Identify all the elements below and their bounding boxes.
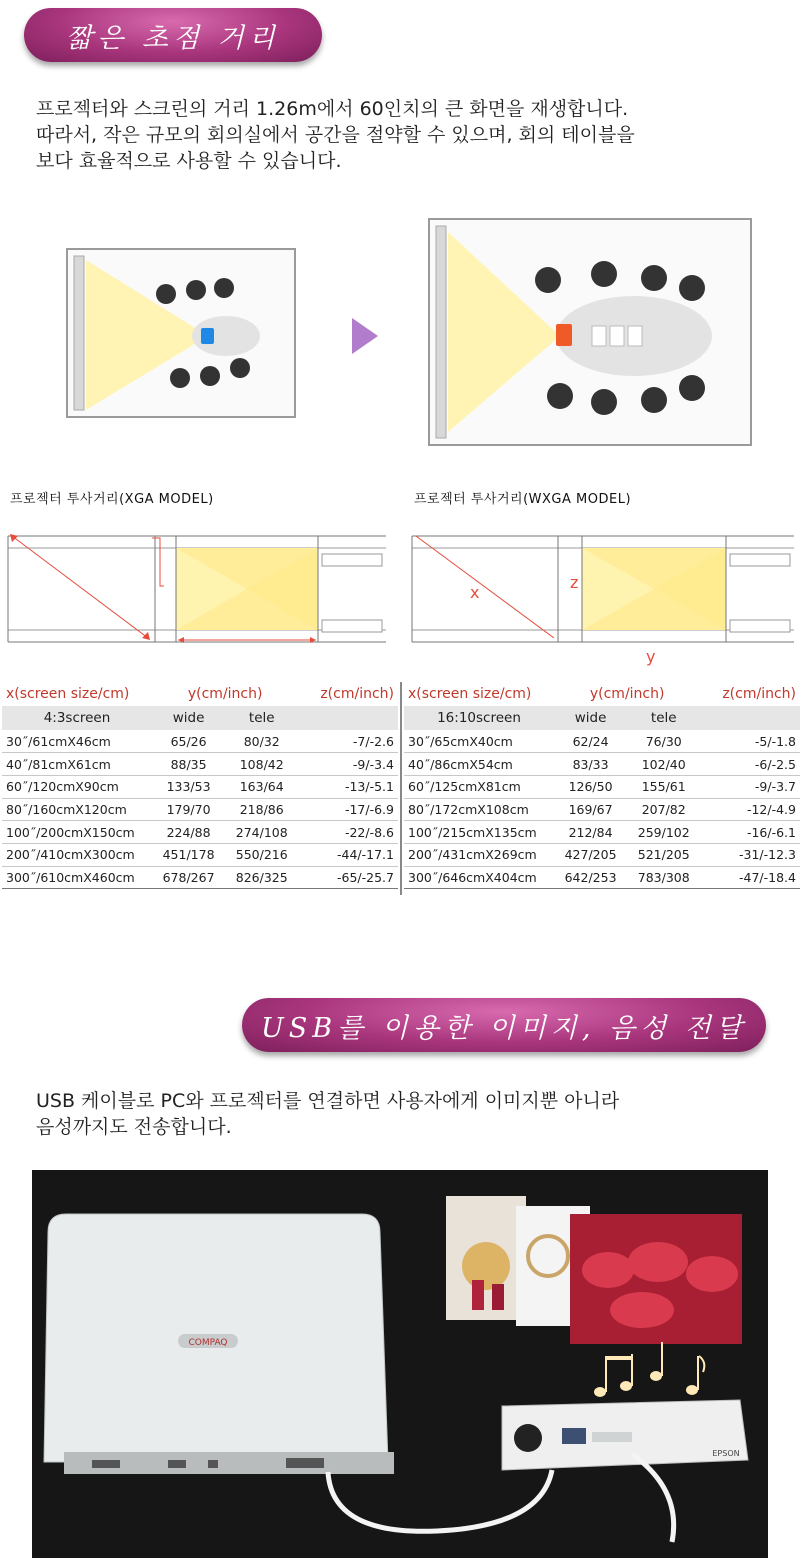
table-cell: 62/24 <box>554 730 627 753</box>
subheader-cell <box>298 706 398 730</box>
section-title-text: 짧은 초점 거리 <box>66 22 280 54</box>
table-cell: 108/42 <box>225 753 298 776</box>
table-row <box>2 775 398 798</box>
column-header: z(cm/inch) <box>320 686 394 702</box>
table-row <box>2 866 398 889</box>
table-divider <box>400 682 402 895</box>
table-cell: -44/-17.1 <box>298 843 398 866</box>
table-cell: 40˝/81cmX61cm <box>2 753 152 776</box>
table-cell: 300˝/646cmX404cm <box>404 866 554 889</box>
table-header-row <box>404 682 800 706</box>
usb-line-1: USB 케이블로 PC와 프로젝터를 연결하면 사용자에게 이미지뿐 아니라 <box>36 1090 620 1112</box>
table-cell: 218/86 <box>225 798 298 821</box>
table-header-row <box>2 682 398 706</box>
usb-line-2: 음성까지도 전송합니다. <box>36 1116 232 1138</box>
table-cell: -6/-2.5 <box>700 753 800 776</box>
wxga-caption: 프로젝터 투사거리(WXGA MODEL) <box>414 492 632 507</box>
table-cell: 88/35 <box>152 753 225 776</box>
table-cell: 80/32 <box>225 730 298 753</box>
xga-throw-diagram <box>0 524 392 654</box>
subheader-cell: tele <box>225 706 298 730</box>
table-cell: 783/308 <box>627 866 700 889</box>
table-cell: 427/205 <box>554 843 627 866</box>
table-cell: 100˝/200cmX150cm <box>2 821 152 844</box>
spec-table-xga <box>2 682 398 889</box>
table-cell: 155/61 <box>627 775 700 798</box>
table-row <box>404 843 800 866</box>
subheader-cell: 4:3screen <box>2 706 152 730</box>
projector-brand: EPSON <box>712 1449 740 1458</box>
section-title-text: USB를 이용한 이미지, 음성 전달 <box>261 1012 747 1044</box>
table-row <box>404 821 800 844</box>
table-cell: 40˝/86cmX54cm <box>404 753 554 776</box>
table-cell: -9/-3.4 <box>298 753 398 776</box>
table-cell: -22/-8.6 <box>298 821 398 844</box>
intro-line-3: 보다 효율적으로 사용할 수 있습니다. <box>36 150 342 172</box>
table-cell: 60˝/125cmX81cm <box>404 775 554 798</box>
table-cell: 83/33 <box>554 753 627 776</box>
table-cell: -47/-18.4 <box>700 866 800 889</box>
label-y: y <box>646 647 656 666</box>
table-cell: 200˝/410cmX300cm <box>2 843 152 866</box>
table-cell: 126/50 <box>554 775 627 798</box>
table-cell: 207/82 <box>627 798 700 821</box>
table-cell: 169/67 <box>554 798 627 821</box>
subheader-cell: 16:10screen <box>404 706 554 730</box>
spec-table-wxga <box>404 682 800 889</box>
table-row <box>2 821 398 844</box>
table-cell: 451/178 <box>152 843 225 866</box>
usb-connection-photo <box>32 1170 768 1558</box>
table-cell: 80˝/160cmX120cm <box>2 798 152 821</box>
table-row <box>2 753 398 776</box>
small-room-illustration <box>66 248 296 418</box>
table-cell: 65/26 <box>152 730 225 753</box>
table-cell: 274/108 <box>225 821 298 844</box>
table-cell: -17/-6.9 <box>298 798 398 821</box>
table-row <box>404 798 800 821</box>
subheader-cell: wide <box>152 706 225 730</box>
column-header: y(cm/inch) <box>187 686 263 702</box>
table-cell: 826/325 <box>225 866 298 889</box>
arrow-right-icon <box>352 318 378 354</box>
column-header: z(cm/inch) <box>722 686 796 702</box>
table-cell: 179/70 <box>152 798 225 821</box>
table-row <box>2 798 398 821</box>
table-cell: 100˝/215cmX135cm <box>404 821 554 844</box>
table-cell: 224/88 <box>152 821 225 844</box>
subheader-cell: tele <box>627 706 700 730</box>
table-cell: 642/253 <box>554 866 627 889</box>
table-cell: 212/84 <box>554 821 627 844</box>
table-cell: 163/64 <box>225 775 298 798</box>
table-row <box>2 730 398 753</box>
table-cell: 80˝/172cmX108cm <box>404 798 554 821</box>
column-header: y(cm/inch) <box>589 686 665 702</box>
subheader-cell <box>700 706 800 730</box>
table-row <box>404 730 800 753</box>
table-cell: 259/102 <box>627 821 700 844</box>
table-subheader-row <box>2 706 398 730</box>
table-cell: -12/-4.9 <box>700 798 800 821</box>
table-cell: 300˝/610cmX460cm <box>2 866 152 889</box>
table-cell: 550/216 <box>225 843 298 866</box>
table-cell: 30˝/65cmX40cm <box>404 730 554 753</box>
table-cell: -9/-3.7 <box>700 775 800 798</box>
intro-line-2: 따라서, 작은 규모의 회의실에서 공간을 절약할 수 있으며, 회의 테이블을 <box>36 124 635 146</box>
table-row <box>404 775 800 798</box>
table-cell: -7/-2.6 <box>298 730 398 753</box>
table-cell: 30˝/61cmX46cm <box>2 730 152 753</box>
large-room-illustration <box>428 218 752 446</box>
table-row <box>2 843 398 866</box>
section-title-short-throw <box>24 8 322 62</box>
table-subheader-row <box>404 706 800 730</box>
wxga-throw-diagram <box>404 524 800 670</box>
table-cell: 521/205 <box>627 843 700 866</box>
table-row <box>404 753 800 776</box>
table-row <box>404 866 800 889</box>
table-cell: -16/-6.1 <box>700 821 800 844</box>
table-cell: 102/40 <box>627 753 700 776</box>
intro-line-1: 프로젝터와 스크린의 거리 1.26m에서 60인치의 큰 화면을 재생합니다. <box>36 98 629 120</box>
subheader-cell: wide <box>554 706 627 730</box>
table-cell: 133/53 <box>152 775 225 798</box>
laptop-brand: COMPAQ <box>188 1338 228 1348</box>
table-cell: 60˝/120cmX90cm <box>2 775 152 798</box>
projector-lens <box>514 1424 542 1452</box>
table-cell: 200˝/431cmX269cm <box>404 843 554 866</box>
column-header: x(screen size/cm) <box>408 686 532 702</box>
table-cell: -65/-25.7 <box>298 866 398 889</box>
table-cell: 76/30 <box>627 730 700 753</box>
section-title-usb <box>242 998 766 1052</box>
table-cell: -5/-1.8 <box>700 730 800 753</box>
table-cell: -31/-12.3 <box>700 843 800 866</box>
intro-paragraph <box>36 96 776 174</box>
xga-caption: 프로젝터 투사거리(XGA MODEL) <box>10 492 214 507</box>
label-z: z <box>570 573 579 592</box>
column-header: x(screen size/cm) <box>6 686 130 702</box>
projector-small-icon <box>201 328 214 344</box>
usb-paragraph <box>36 1088 776 1140</box>
label-x: x <box>470 583 480 602</box>
table-cell: 678/267 <box>152 866 225 889</box>
projector-large-icon <box>556 324 572 346</box>
table-cell: -13/-5.1 <box>298 775 398 798</box>
